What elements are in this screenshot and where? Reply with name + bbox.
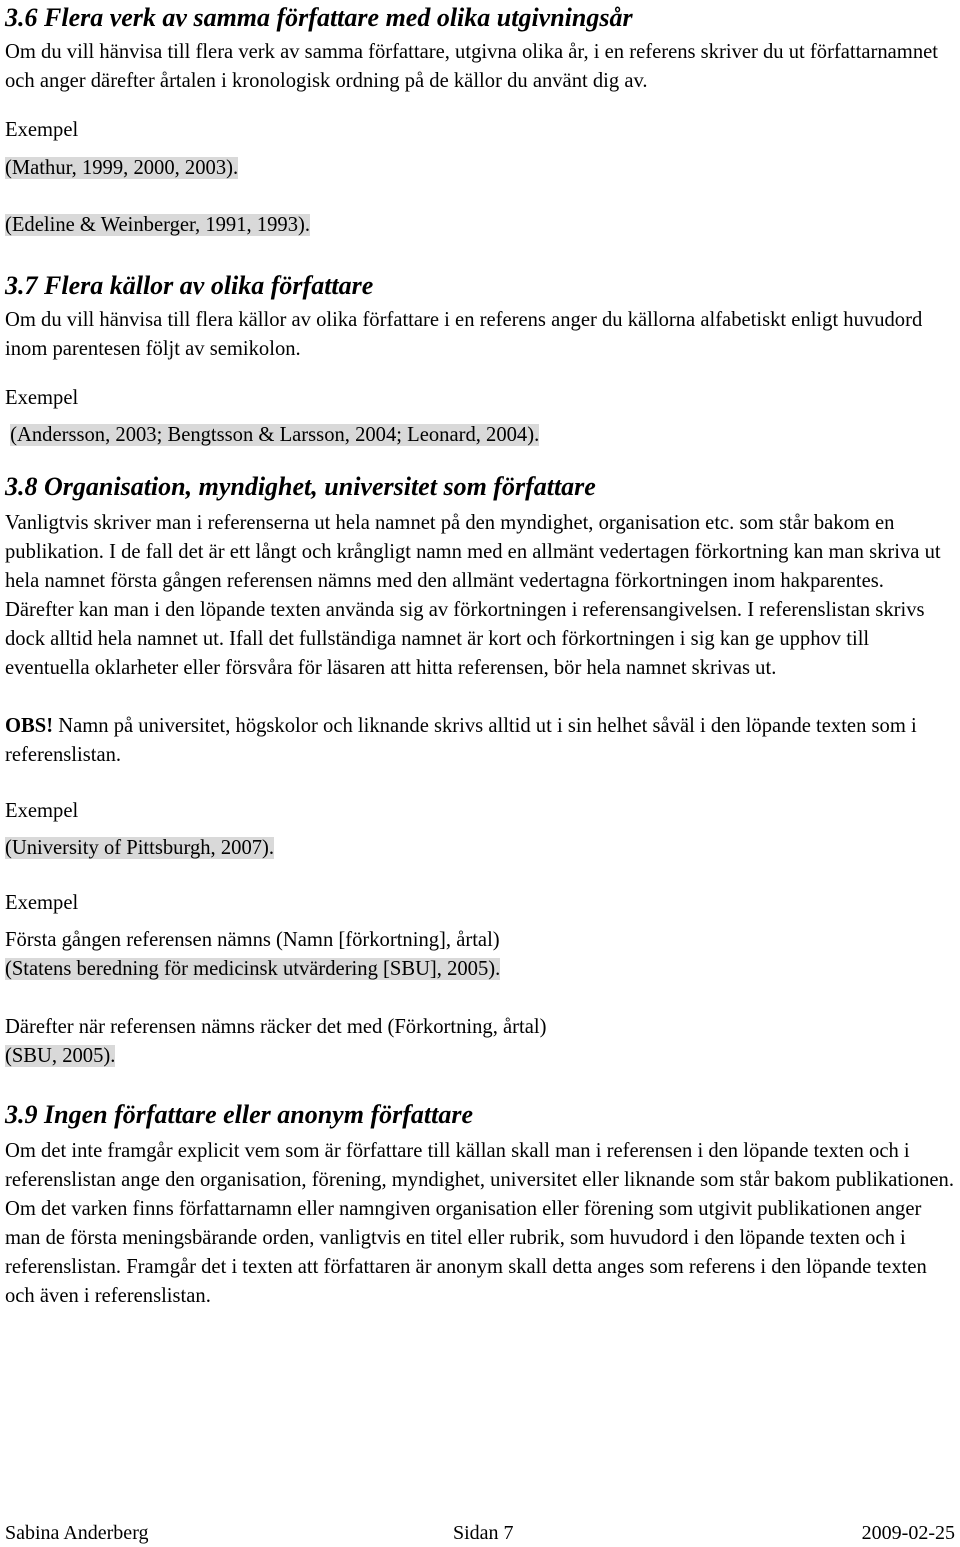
document-page: [5, 0, 955, 1311]
reference-highlight: (University of Pittsburgh, 2007).: [5, 837, 275, 859]
section-body-3-7: Om du vill hänvisa till flera källor av olika författare i en referens anger du källorna alfabetiskt enligt huvudord inom parentesen följt av semikolon.: [5, 309, 923, 360]
example-label: Exempel: [5, 892, 79, 914]
example-label: Exempel: [5, 119, 79, 141]
example-reference: [5, 1042, 955, 1071]
section-body-3-9: Om det inte framgår explicit vem som är författare till källan skall man i referensen i den löpande texten och i referenslistan ange den organisation, förening, myndighet, universitet eller liknande som står bakom publikationen. Om det varken finns författarnamn eller namngiven organisation eller förening som utgivit publikationen anger man de första meningsbärande orden, vanligtvis en titel eller rubrik, som huvudord i den löpande texten och i referenslistan. Framgår det i texten att författaren är anonym skall detta anges som referens i den löpande texten och även i referenslistan.: [5, 1140, 954, 1307]
reference-highlight: (Andersson, 2003; Bengtsson & Larsson, 2004; Leonard, 2004).: [10, 424, 540, 446]
footer-date: 2009-02-25: [861, 1522, 955, 1544]
footer-author: Sabina Anderberg: [5, 1522, 149, 1544]
section-heading-3-8: 3.8 Organisation, myndighet, universitet som författare: [5, 472, 596, 501]
example-label: Exempel: [5, 800, 79, 822]
example-reference: [5, 211, 955, 240]
reference-highlight: (Mathur, 1999, 2000, 2003).: [5, 157, 239, 179]
obs-note: [5, 712, 955, 770]
section-heading-3-9: 3.9 Ingen författare eller anonym författare: [5, 1100, 473, 1129]
example-reference: [5, 154, 955, 183]
example-label: Exempel: [5, 387, 79, 409]
section-body-3-8: Vanligtvis skriver man i referenserna ut hela namnet på den myndighet, organisation etc. som står bakom en publikation. I de fall det är ett långt och krångligt namn med en allmänt vedertagen förkortning kan man skriva ut hela namnet första gången referensen nämns med den allmänt vedertagna förkortningen inom hakparentes. Därefter kan man i den löpande texten använda sig av förkortningen i referensangivelsen. I referenslistan skrivs dock alltid hela namnet ut. Ifall det fullständiga namnet är kort och förkortningen i sig kan ge upphov till eventuella oklarheter eller försvåra för läsaren att hitta referensen, bör hela namnet skrivas ut.: [5, 512, 941, 679]
example-reference: [5, 834, 955, 863]
reference-highlight: (Edeline & Weinberger, 1991, 1993).: [5, 214, 311, 236]
obs-text: Namn på universitet, högskolor och liknande skrivs alltid ut i sin helhet såväl i den löpande texten som i referenslistan.: [5, 715, 917, 766]
example-intro: Första gången referensen nämns (Namn [förkortning], årtal): [5, 929, 500, 951]
section-heading-3-6: 3.6 Flera verk av samma författare med olika utgivningsår: [5, 3, 633, 32]
section-heading-3-7: 3.7 Flera källor av olika författare: [5, 271, 374, 300]
example-reference: [5, 421, 955, 450]
example-reference: [5, 955, 955, 984]
reference-highlight: (SBU, 2005).: [5, 1045, 116, 1067]
section-body-3-6: Om du vill hänvisa till flera verk av samma författare, utgivna olika år, i en referens skriver du ut författarnamnet och anger därefter årtalen i kronologisk ordning på de källor du använt dig av.: [5, 41, 938, 92]
obs-label: OBS!: [5, 715, 54, 737]
footer-page-number: Sidan 7: [453, 1522, 514, 1544]
example-intro: Därefter när referensen nämns räcker det med (Förkortning, årtal): [5, 1016, 547, 1038]
reference-highlight: (Statens beredning för medicinsk utvärdering [SBU], 2005).: [5, 958, 501, 980]
